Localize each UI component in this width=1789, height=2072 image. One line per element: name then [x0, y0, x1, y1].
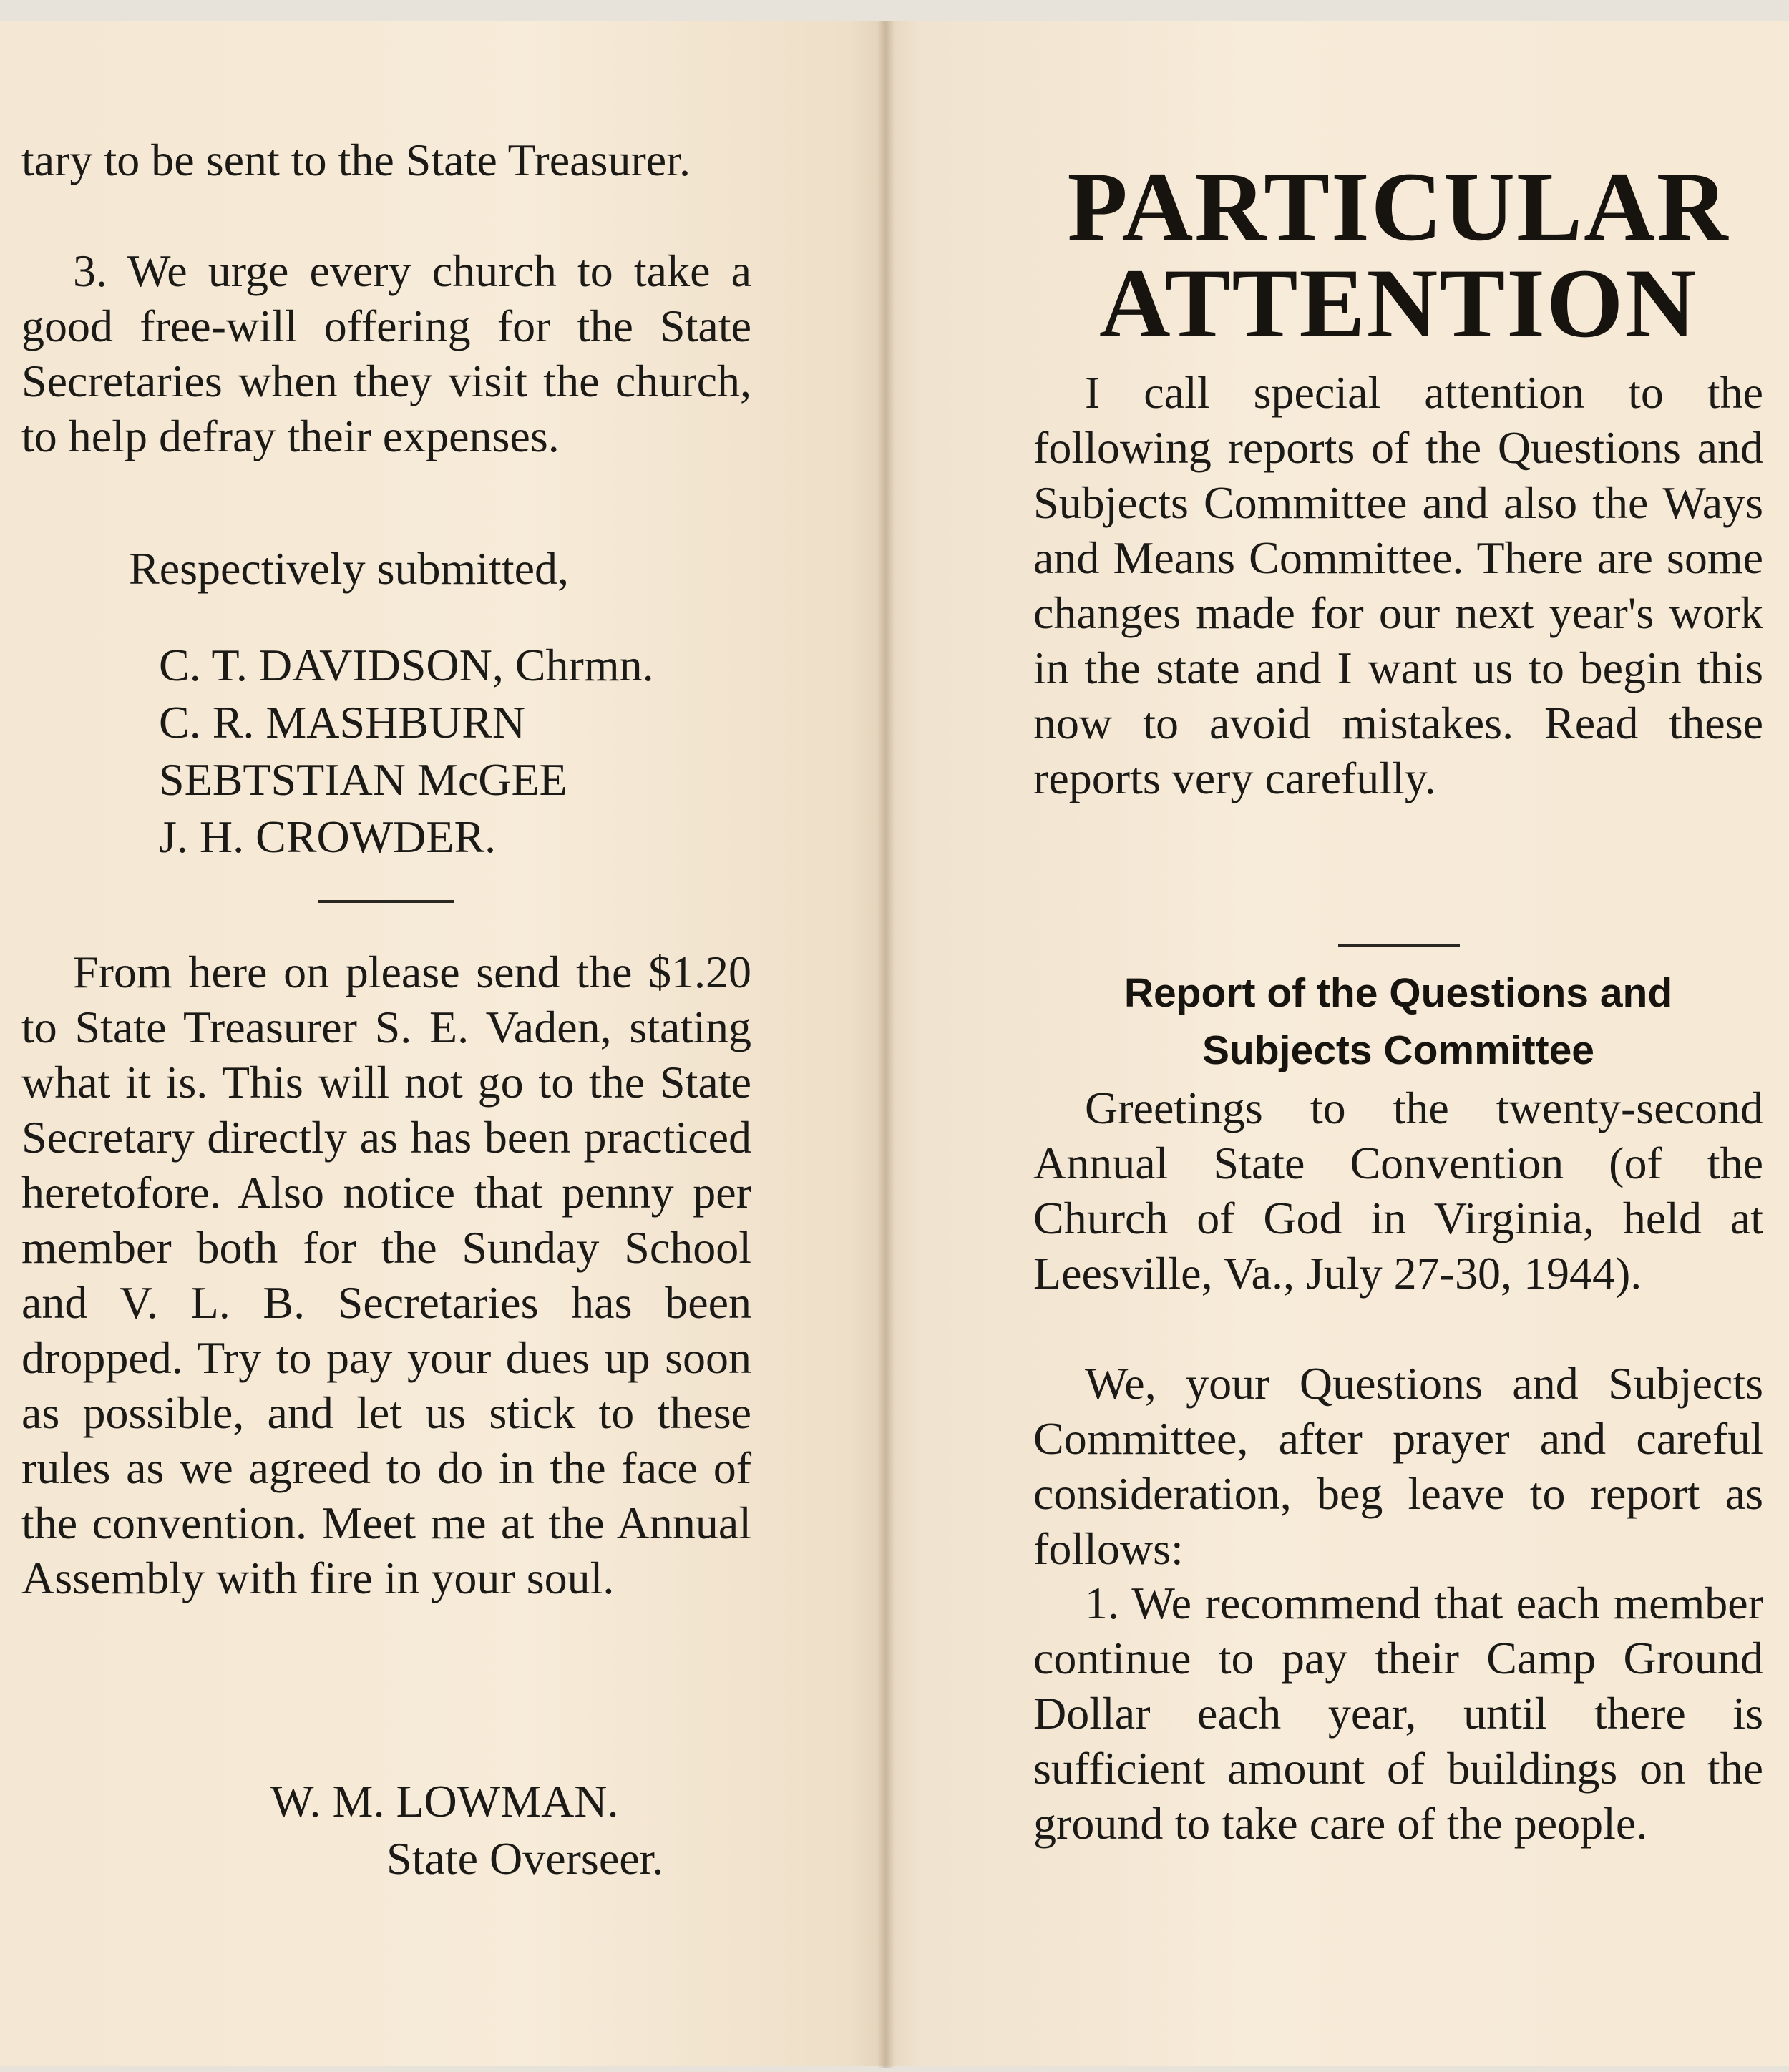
center-fold: [877, 21, 894, 2068]
section-divider-right: [1338, 944, 1460, 947]
greetings-paragraph: Greetings to the twenty-second Annual State Convention (of the Church of God in Virginia, held at Leesville, Va., July 27-30, 1944).: [1033, 1083, 1763, 1299]
signatory-2: C. R. MASHBURN: [159, 697, 526, 748]
committee-paragraph: We, your Questions and Subjects Committee, after prayer and careful consideration, beg leave to report as follows:: [1033, 1358, 1763, 1574]
booklet-spread: [0, 21, 1789, 2068]
signatory-4: J. H. CROWDER.: [159, 811, 497, 862]
signatory-1: C. T. DAVIDSON, Chrmn.: [159, 640, 654, 690]
headline-line-1: PARTICULAR: [1067, 152, 1730, 261]
closing-line: Respectively submitted,: [129, 543, 569, 594]
item-3-paragraph: 3. We urge every church to take a good free-will offering for the State Secretaries when they visit the church, to help defray their expenses.: [21, 245, 751, 461]
notice-paragraph: From here on please send the $1.20 to State Treasurer S. E. Vaden, stating what it is. This will not go to the State Secretary directly as has been practiced heretofore. Also notice that penny per member both for the Sunday School and V. L. B. Secretaries has been dropped. Try to pay your dues up soon as possible, and let us stick to these rules as we agreed to do in the face of the convention. Meet me at the Annual Assembly with fire in your soul.: [21, 947, 751, 1603]
report-heading-line-2: Subjects Committee: [1202, 1027, 1594, 1073]
report-heading-line-1: Report of the Questions and: [1123, 970, 1673, 1016]
signer-title: State Overseer.: [386, 1833, 664, 1884]
item-1-paragraph: 1. We recommend that each member continue to pay their Camp Ground Dollar each year, until there is sufficient amount of buildings on the ground to take care of the people.: [1033, 1578, 1763, 1849]
section-divider-left: [318, 900, 454, 903]
headline-line-2: ATTENTION: [1099, 248, 1697, 358]
continuation-paragraph: tary to be sent to the State Treasurer.: [21, 135, 691, 185]
signatory-3: SEBTSTIAN McGEE: [159, 754, 567, 805]
intro-paragraph: I call special attention to the following reports of the Questions and Subjects Committee and also the Ways and Means Committee. There are some changes made for our next year's work in the state and I want us to begin this now to avoid mistakes. Read these reports very carefully.: [1033, 367, 1763, 803]
signer-name: W. M. LOWMAN.: [270, 1776, 619, 1827]
